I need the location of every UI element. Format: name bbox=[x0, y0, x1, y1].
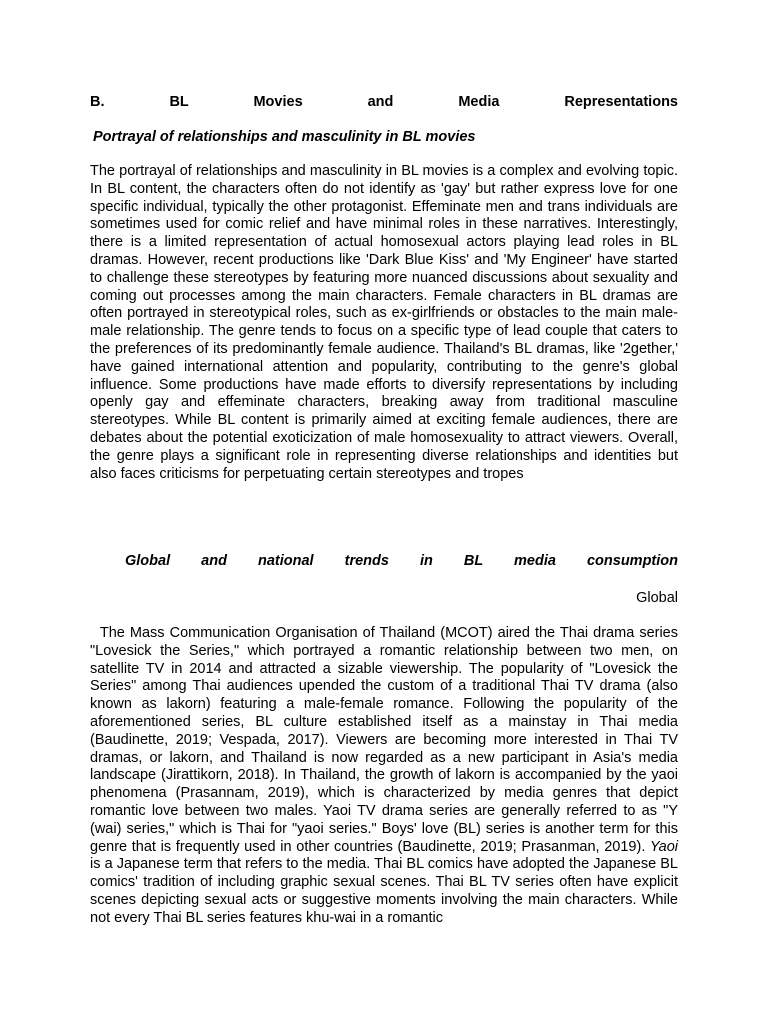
trends-heading: Global and national trends in BL media consumption bbox=[125, 553, 678, 569]
region-label: Global bbox=[636, 590, 678, 606]
paragraph-italic-term: Yaoi bbox=[650, 838, 678, 855]
subsection-heading: Portrayal of relationships and masculinity in BL movies bbox=[93, 129, 476, 145]
body-paragraph-portrayal: The portrayal of relationships and masculinity in BL movies is a complex and evolving topic. In BL content, the characters often do not identify as 'gay' but rather express love for one specific individual, typically the other protagonist. Effeminate men and trans individuals are sometimes used for comic relief and have minimal roles in these narratives. Interestingly, there is a limited representation of actual homosexual actors playing lead roles in BL dramas. However, recent productions like 'Dark Blue Kiss' and 'My Engineer' have started to challenge these stereotypes by featuring more nuanced discussions about sexuality and coming out processes among the main characters. Female characters in BL dramas are often portrayed in stereotypical roles, such as ex-girlfriends or obstacles to the main male-male relationship. The genre tends to focus on a specific type of lead couple that caters to the preferences of its predominantly female audience. Thailand's BL dramas, like '2gether,' have gained international attention and popularity, contributing to the genre's global influence. Some productions have made efforts to diversify representations by including openly gay and effeminate characters, breaking away from traditional masculine stereotypes. While BL content is primarily aimed at exciting female audiences, there are debates about the potential exoticization of male homosexuality to attract viewers. Overall, the genre plays a significant role in representing diverse relationships and identities but also faces criticisms for perpetuating certain stereotypes and tropes bbox=[90, 163, 678, 482]
paragraph-text-part-2: is a Japanese term that refers to the media. Thai BL comics have adopted the Japanese BL comics' tradition of including graphic sexual scenes. Thai BL TV series often have explicit scenes depicting sexual acts or suggestive moments involving the main characters. While not every Thai BL series features khu-wai in a romantic bbox=[90, 856, 678, 926]
body-paragraph-global bbox=[90, 625, 678, 928]
section-heading: B. BL Movies and Media Representations bbox=[90, 94, 678, 110]
paragraph-text-part-1: The Mass Communication Organisation of Thailand (MCOT) aired the Thai drama series "Lovesick the Series," which portrayed a romantic relationship between two men, on satellite TV in 2014 and attracted a sizable viewership. The popularity of "Lovesick the Series" among Thai audiences upended the custom of a traditional Thai TV drama (also known as lakorn) featuring a male-female romance. Following the popularity of the aforementioned series, BL culture established itself as a mainstay in Thai media (Baudinette, 2019; Vespada, 2017). Viewers are becoming more interested in Thai TV dramas, or lakorn, and Thailand is now regarded as a new participant in Asia's media landscape (Jirattikorn, 2018). In Thailand, the growth of lakorn is accompanied by the yaoi phenomena (Prasannam, 2019), which is characterized by media genres that depict romantic love between two males. Yaoi TV drama series are generally referred to as "Y (wai) series," which is Thai for "yaoi series." Boys' love (BL) series is another term for this genre that is frequently used in other countries (Baudinette, 2019; Prasanman, 2019). bbox=[90, 625, 678, 855]
